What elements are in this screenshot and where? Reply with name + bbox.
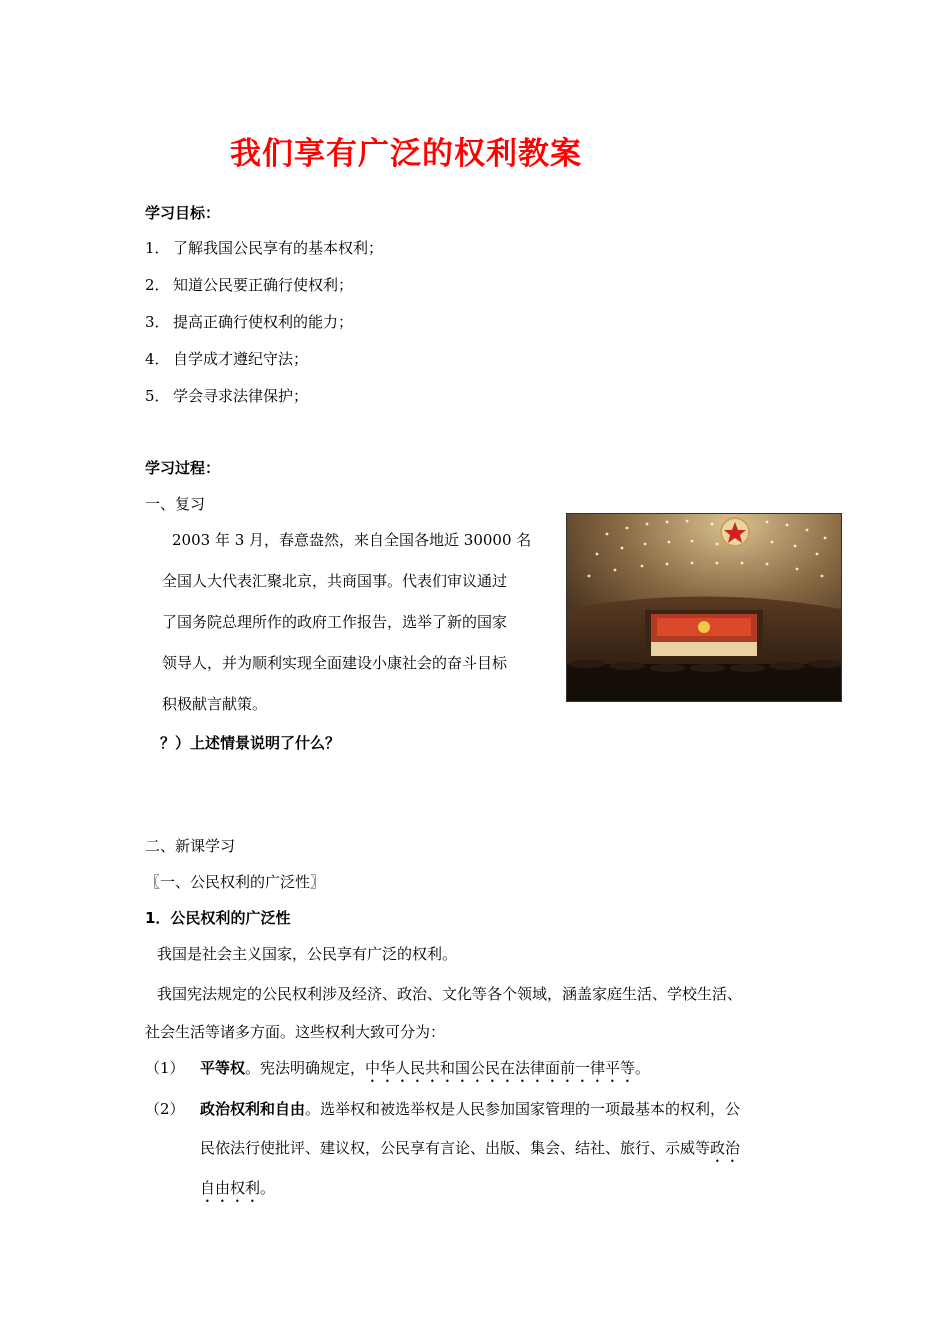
emphasized-text: 自由权利 (200, 1179, 261, 1197)
objective-item (145, 349, 308, 369)
objective-item (145, 312, 353, 332)
objective-text: 了解我国公民享有的基本权利； (173, 239, 384, 257)
rights-item (200, 1099, 740, 1119)
rights-item-text: 民依法行使批评、建议权，公民享有言论、出版、集会、结社、旅行、示威等 (200, 1139, 711, 1157)
objective-number: 5． (145, 387, 170, 405)
rights-item (200, 1058, 650, 1086)
subheading: 1．公民权利的广泛性 (145, 909, 291, 927)
review-line: 2003 年 3 月，春意盎然，来自全国各地近 30000 名 (172, 531, 532, 549)
objective-text: 提高正确行使权利的能力； (173, 313, 354, 331)
review-line: 领导人，并为顺利实现全面建设小康社会的奋斗目标 (162, 654, 508, 672)
objective-text: 自学成才遵纪守法； (173, 350, 309, 368)
great-hall-photo-icon (567, 514, 841, 701)
objective-number: 2． (145, 276, 170, 294)
objective-item (145, 275, 353, 295)
rights-item-line (200, 1178, 275, 1206)
objective-item (145, 386, 308, 406)
great-hall-photo (566, 513, 842, 702)
review-line: 全国人大代表汇聚北京，共商国事。代表们审议通过 (162, 572, 508, 590)
paragraph-line: 我国宪法规定的公民权利涉及经济、政治、文化等各个领域，涵盖家庭生活、学校生活、 (157, 985, 743, 1003)
section-heading: 〖一、公民权利的广泛性〗 (145, 873, 326, 891)
rights-item-title: 平等权 (200, 1059, 246, 1077)
objective-item (145, 238, 383, 258)
objectives-heading: 学习目标： (145, 204, 221, 222)
rights-item-text: 。宪法明确规定， (245, 1059, 366, 1077)
rights-item-text: 。 (635, 1059, 651, 1077)
review-line: 积极献言献策。 (162, 695, 268, 713)
document-title: 我们享有广泛的权利教案 (230, 136, 582, 172)
objective-number: 3． (145, 313, 170, 331)
review-line: 了国务院总理所作的政府工作报告，选举了新的国家 (162, 613, 508, 631)
objective-text: 知道公民要正确行使权利； (173, 276, 354, 294)
objective-number: 4． (145, 350, 170, 368)
paragraph: 我国是社会主义国家，公民享有广泛的权利。 (157, 945, 458, 963)
rights-item-text: 。 (260, 1179, 276, 1197)
rights-item-title: 政治权利和自由 (200, 1100, 306, 1118)
emphasized-text: 中华人民共和国公民在法律面前一律平等 (365, 1059, 636, 1077)
review-heading: 一、复习 (145, 495, 206, 513)
process-heading: 学习过程： (145, 459, 221, 477)
rights-item-number: （1） (145, 1059, 185, 1077)
rights-item-text: 。选举权和被选举权是人民参加国家管理的一项最基本的权利，公 (305, 1100, 741, 1118)
review-question: ？）上述情景说明了什么？ (160, 734, 341, 752)
objective-text: 学会寻求法律保护； (173, 387, 309, 405)
objective-number: 1． (145, 239, 170, 257)
paragraph-line: 社会生活等诸多方面。这些权利大致可分为： (145, 1023, 446, 1041)
new-lesson-heading: 二、新课学习 (145, 837, 236, 855)
rights-item-line (200, 1138, 740, 1166)
rights-item-number: （2） (145, 1100, 185, 1118)
emphasized-text: 政治 (710, 1139, 741, 1157)
